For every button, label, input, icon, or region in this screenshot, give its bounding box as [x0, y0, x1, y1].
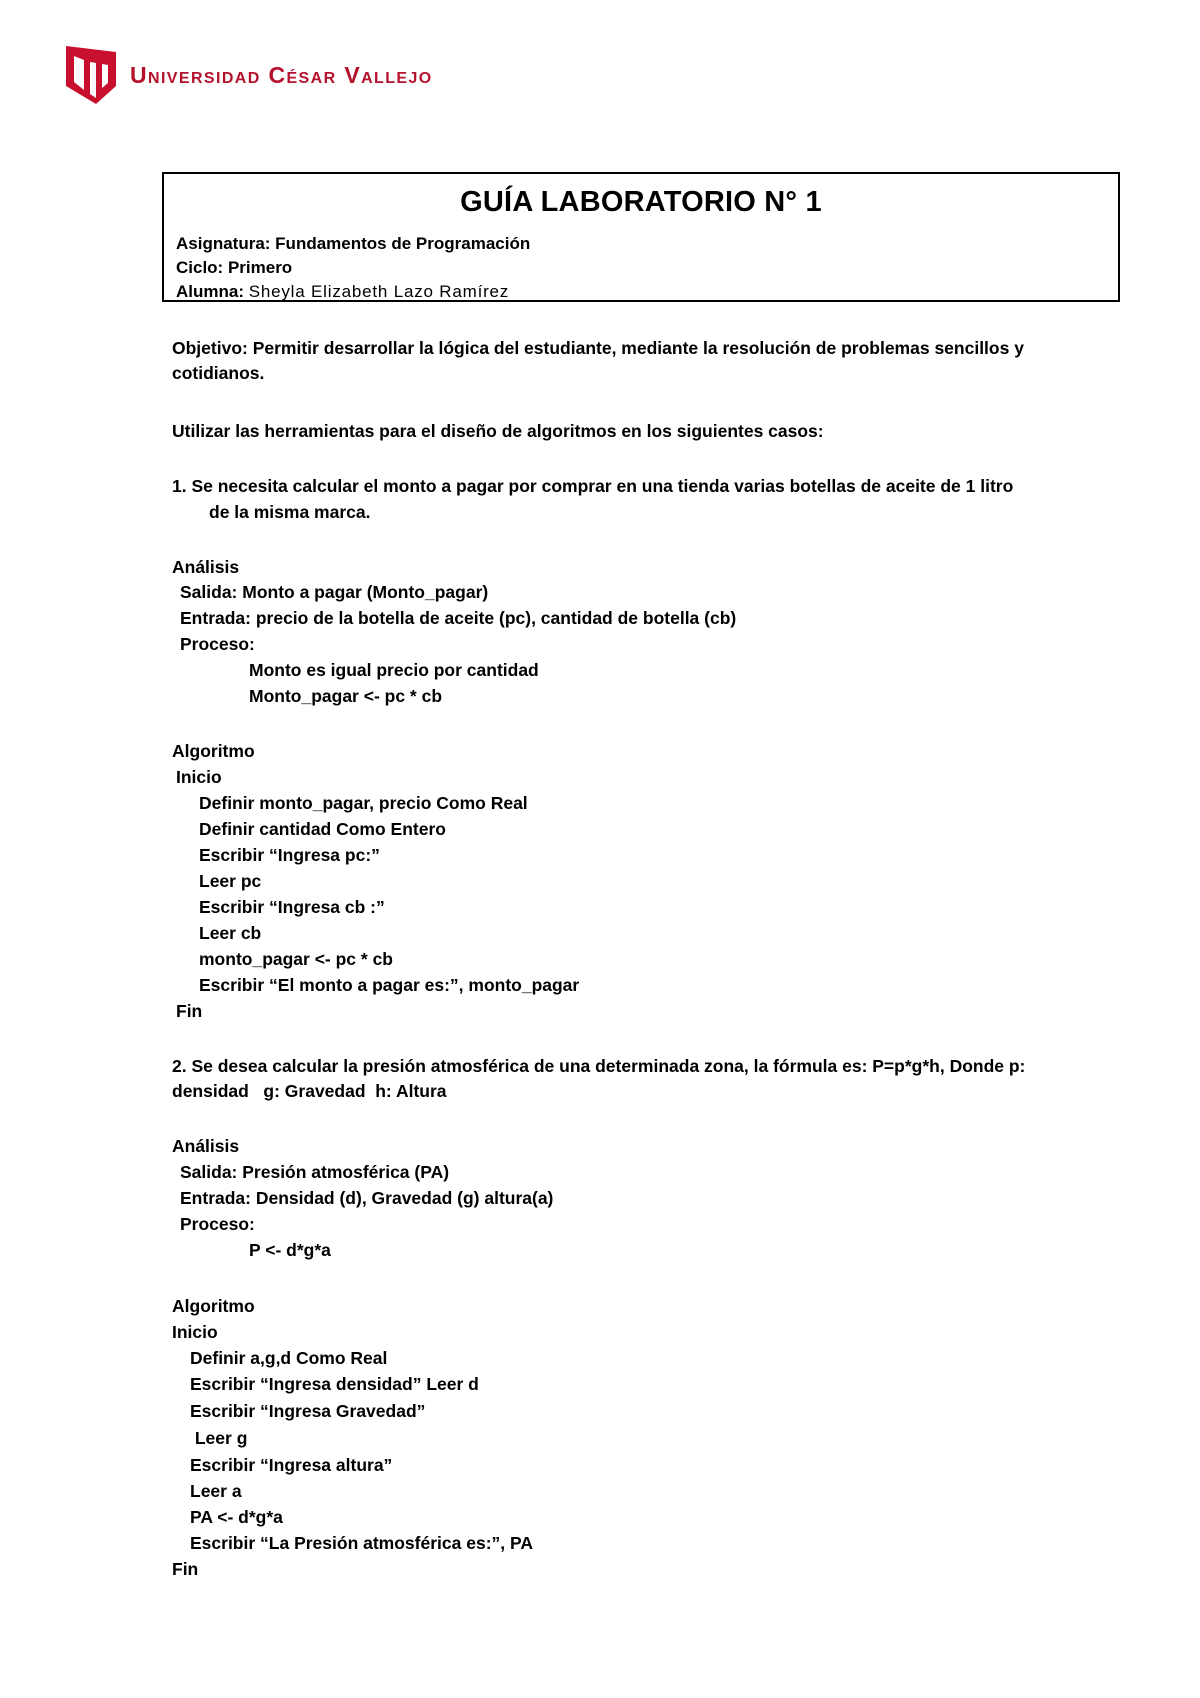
problem2-algorithm-line: Escribir “Ingresa densidad” Leer d: [190, 1374, 479, 1394]
problem1-process-1: Monto es igual precio por cantidad: [249, 660, 539, 680]
problem2-statement-2: densidad g: Gravedad h: Altura: [172, 1081, 447, 1101]
student-label: Alumna:: [176, 282, 244, 301]
subject-line: Asignatura: Fundamentos de Programación: [176, 234, 531, 253]
problem2-algorithm-line: Escribir “Ingresa altura”: [190, 1455, 393, 1475]
problem2-algorithm-line: Escribir “Ingresa Gravedad”: [190, 1401, 426, 1421]
student-name: Sheyla Elizabeth Lazo Ramírez: [248, 282, 510, 301]
guide-header-box: [162, 172, 1120, 302]
problem1-algorithm-line: Leer pc: [199, 871, 262, 891]
problem2-statement-1: 2. Se desea calcular la presión atmosférica de una determinada zona, la fórmula es: P=p*g*h, Donde p:: [172, 1056, 1026, 1076]
problem1-analysis-heading: Análisis: [172, 557, 240, 577]
problem1-algorithm-line: Definir monto_pagar, precio Como Real: [199, 793, 528, 813]
problem2-algorithm-heading: Algoritmo: [172, 1296, 255, 1316]
problem2-process-1: P <- d*g*a: [249, 1240, 331, 1260]
problem2-algorithm-end: Fin: [172, 1559, 199, 1579]
problem1-algorithm-line: Escribir “Ingresa cb :”: [199, 897, 385, 917]
problem1-statement-1: 1. Se necesita calcular el monto a pagar por comprar en una tienda varias botellas de aceite de 1 litro: [172, 476, 1014, 496]
problem2-algorithm-line: Definir a,g,d Como Real: [190, 1348, 388, 1368]
university-shield-icon: [66, 46, 116, 104]
problem2-algorithm-line: Leer g: [190, 1428, 248, 1448]
problem1-algorithm-start: Inicio: [176, 767, 222, 787]
university-name: Universidad César Vallejo: [130, 61, 433, 88]
instruction-text: Utilizar las herramientas para el diseño de algoritmos en los siguientes casos:: [172, 421, 824, 441]
problem1-algorithm-heading: Algoritmo: [172, 741, 255, 761]
problem1-process-2: Monto_pagar <- pc * cb: [249, 686, 443, 706]
cycle-line: Ciclo: Primero: [176, 258, 293, 277]
problem2-input: Entrada: Densidad (d), Gravedad (g) altura(a): [180, 1188, 554, 1208]
problem1-algorithm-line: Escribir “El monto a pagar es:”, monto_pagar: [199, 975, 580, 995]
guide-title: GUÍA LABORATORIO N° 1: [460, 186, 822, 218]
objective-line-1: Objetivo: Permitir desarrollar la lógica del estudiante, mediante la resolución de problemas sencillos y: [172, 338, 1024, 358]
problem2-algorithm-line: PA <- d*g*a: [190, 1507, 283, 1527]
problem1-output: Salida: Monto a pagar (Monto_pagar): [180, 582, 489, 602]
problem1-algorithm-end: Fin: [176, 1001, 203, 1021]
problem1-process-label: Proceso:: [180, 634, 255, 654]
problem2-process-label: Proceso:: [180, 1214, 255, 1234]
problem2-algorithm-line: Leer a: [190, 1481, 242, 1501]
problem1-algorithm-line: Definir cantidad Como Entero: [199, 819, 446, 839]
problem1-algorithm-line: Leer cb: [199, 923, 262, 943]
problem1-algorithm-line: Escribir “Ingresa pc:”: [199, 845, 380, 865]
problem1-algorithm-line: monto_pagar <- pc * cb: [199, 949, 393, 969]
problem2-algorithm-start: Inicio: [172, 1322, 218, 1342]
problem1-input: Entrada: precio de la botella de aceite (pc), cantidad de botella (cb): [180, 608, 737, 628]
university-logo: [66, 46, 433, 104]
student-line: [176, 282, 509, 302]
problem2-algorithm-line: Escribir “La Presión atmosférica es:”, PA: [190, 1533, 534, 1553]
problem2-analysis-heading: Análisis: [172, 1136, 240, 1156]
problem1-statement-2: de la misma marca.: [209, 502, 371, 522]
problem2-output: Salida: Presión atmosférica (PA): [180, 1162, 450, 1182]
objective-line-2: cotidianos.: [172, 363, 265, 383]
